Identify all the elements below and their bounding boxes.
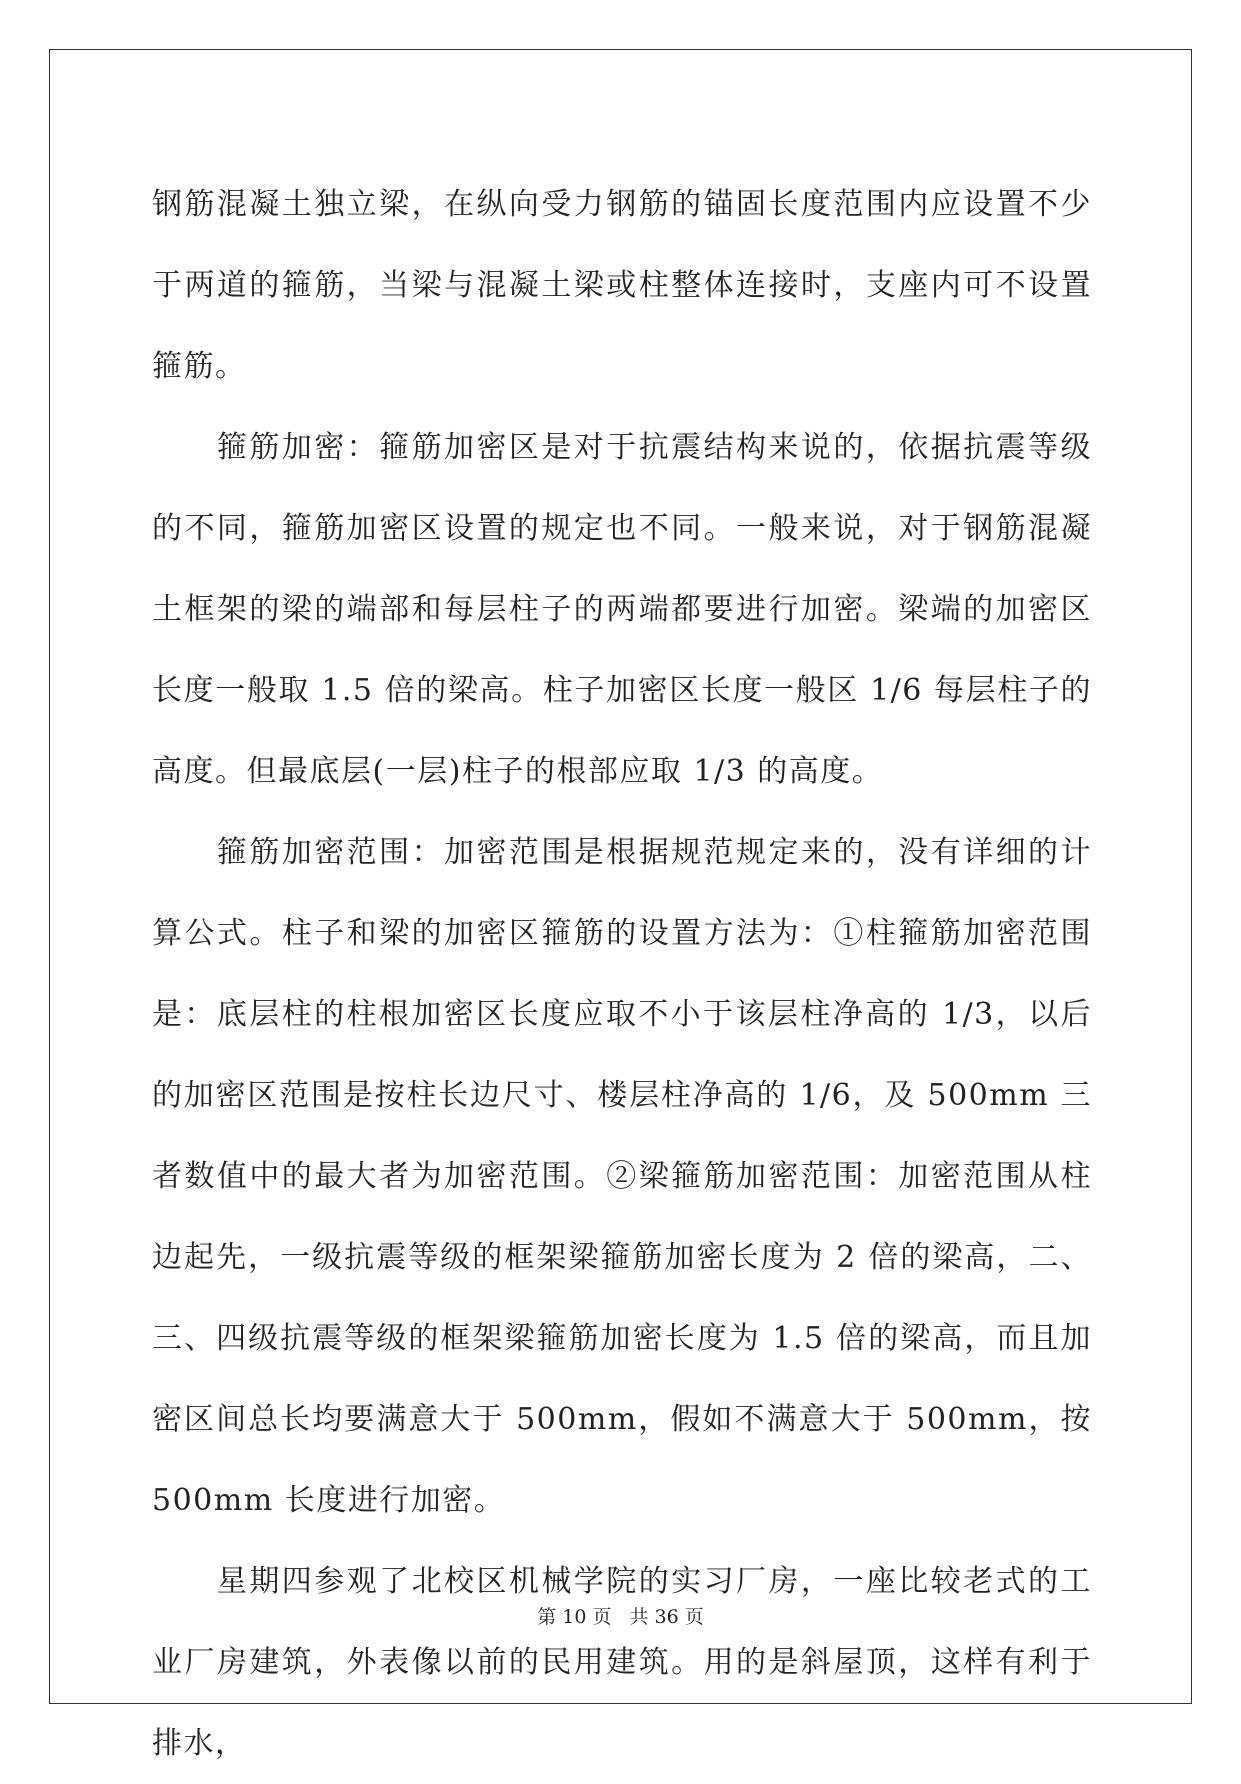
page-number-current: 第 10 页 bbox=[537, 1606, 612, 1628]
paragraph: 星期四参观了北校区机械学院的实习厂房，一座比较老式的工业厂房建筑，外表像以前的民用建筑。用的是斜屋顶，这样有利于排水， bbox=[152, 1564, 1092, 1761]
page-number-total: 共 36 页 bbox=[629, 1606, 704, 1628]
page-footer bbox=[0, 1605, 1241, 1629]
paragraph: 箍筋加密范围：加密范围是根据规范规定来的，没有详细的计算公式。柱子和梁的加密区箍筋的设置方法为：①柱箍筋加密范围是：底层柱的柱根加密区长度应取不小于该层柱净高的 1/3，以后的加密区范围是按柱长边尺寸、楼层柱净高的 1/6，及 500mm 三者数值中的最大者为加密范围。②梁箍筋加密范围：加密范围从柱边起先，一级抗震等级的框架梁箍筋加密长度为 2 倍的梁高，二、三、四级抗震等级的框架梁箍筋加密长度为 1.5 倍的梁高，而且加密区间总长均要满意大于 500mm，假如不满意大于 500mm，按 500mm 长度进行加密。 bbox=[152, 835, 1104, 1518]
paragraph: 箍筋加密：箍筋加密区是对于抗震结构来说的，依据抗震等级的不同，箍筋加密区设置的规定也不同。一般来说，对于钢筋混凝土框架的梁的端部和每层柱子的两端都要进行加密。梁端的加密区长度一般取 1.5 倍的梁高。柱子加密区长度一般区 1/6 每层柱子的高度。但最底层(一层)柱子的根部应取 1/3 的高度。 bbox=[152, 430, 1092, 789]
paragraph: 钢筋混凝土独立梁，在纵向受力钢筋的锚固长度范围内应设置不少于两道的箍筋，当梁与混凝土梁或柱整体连接时，支座内可不设置箍筋。 bbox=[152, 187, 1092, 384]
document-body bbox=[152, 164, 1104, 1784]
